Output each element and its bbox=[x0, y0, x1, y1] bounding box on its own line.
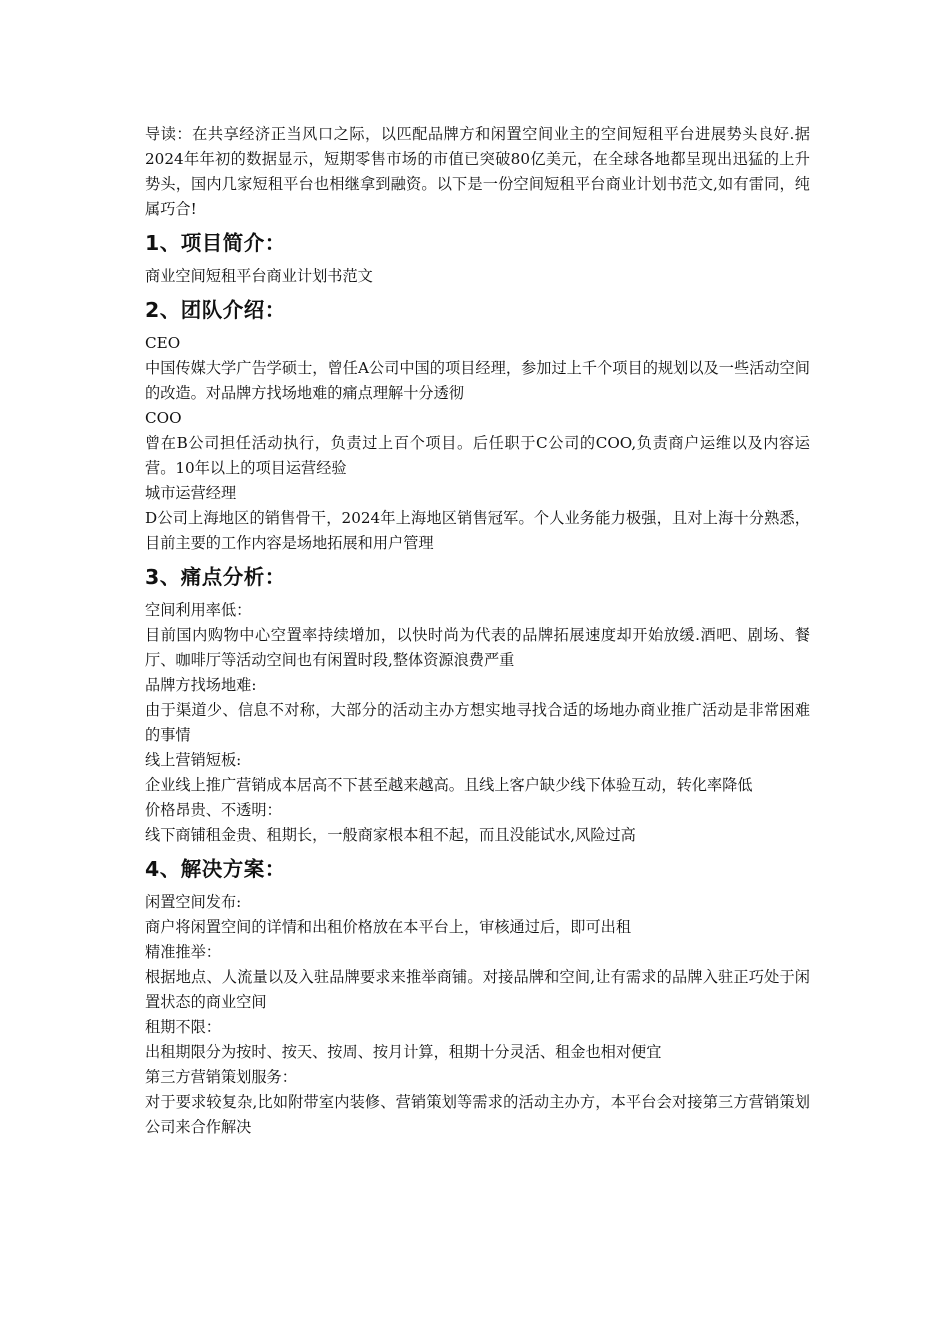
pain-point-title: 品牌方找场地难: bbox=[145, 676, 257, 694]
section-heading-project-intro: 1、项目简介： bbox=[145, 231, 286, 255]
project-intro-text: 商业空间短租平台商业计划书范文 bbox=[145, 267, 373, 285]
section-heading-pain-points: 3、痛点分析： bbox=[145, 565, 286, 589]
solution-title: 闲置空间发布: bbox=[145, 893, 242, 911]
team-desc-ceo: 中国传媒大学广告学硕士，曾任A公司中国的项目经理，参加过上千个项目的规划以及一些活动空间的改造。对品牌方找场地难的痛点理解十分透彻 bbox=[145, 359, 810, 402]
solution-title: 精准推举： bbox=[145, 943, 221, 961]
pain-point-desc: 企业线上推广营销成本居高不下甚至越来越高。且线上客户缺少线下体验互动，转化率降低 bbox=[145, 776, 753, 794]
pain-point-title: 空间利用率低： bbox=[145, 601, 252, 619]
solution-title: 租期不限： bbox=[145, 1018, 221, 1036]
team-desc-coo: 曾在B公司担任活动执行，负责过上百个项目。后任职于C公司的COO,负责商户运维以及内容运营。10年以上的项目运营经验 bbox=[145, 434, 810, 477]
section-heading-solutions: 4、解决方案： bbox=[145, 857, 286, 881]
section-heading-team: 2、团队介绍： bbox=[145, 298, 286, 322]
section-body-solutions bbox=[145, 890, 810, 1140]
section-body-project-intro bbox=[145, 264, 810, 289]
solution-desc: 根据地点、人流量以及入驻品牌要求来推举商铺。对接品牌和空间,让有需求的品牌入驻正巧处于闲置状态的商业空间 bbox=[145, 968, 810, 1011]
team-role-city-manager: 城市运营经理 bbox=[145, 484, 237, 502]
team-role-ceo: CEO bbox=[145, 334, 181, 352]
document-page bbox=[145, 122, 810, 1140]
pain-point-desc: 由于渠道少、信息不对称，大部分的活动主办方想实地寻找合适的场地办商业推广活动是非常困难的事情 bbox=[145, 701, 810, 744]
solution-desc: 对于要求较复杂,比如附带室内装修、营销策划等需求的活动主办方，本平台会对接第三方营销策划公司来合作解决 bbox=[145, 1093, 810, 1136]
intro-paragraph: 导读：在共享经济正当风口之际，以匹配品牌方和闲置空间业主的空间短租平台进展势头良好.据2024年年初的数据显示，短期零售市场的市值已突破80亿美元，在全球各地都呈现出迅猛的上升势头，国内几家短租平台也相继拿到融资。以下是一份空间短租平台商业计划书范文,如有雷同，纯属巧合! bbox=[145, 125, 810, 218]
pain-point-desc: 目前国内购物中心空置率持续增加，以快时尚为代表的品牌拓展速度却开始放缓.酒吧、剧场、餐厅、咖啡厅等活动空间也有闲置时段,整体资源浪费严重 bbox=[145, 626, 810, 669]
pain-point-desc: 线下商铺租金贵、租期长，一般商家根本租不起，而且没能试水,风险过高 bbox=[145, 826, 636, 844]
solution-title: 第三方营销策划服务： bbox=[145, 1068, 297, 1086]
section-body-pain-points bbox=[145, 598, 810, 848]
pain-point-title: 线上营销短板: bbox=[145, 751, 242, 769]
pain-point-title: 价格昂贵、不透明： bbox=[145, 801, 282, 819]
section-body-team bbox=[145, 331, 810, 556]
solution-desc: 商户将闲置空间的详情和出租价格放在本平台上，审核通过后，即可出租 bbox=[145, 918, 631, 936]
team-role-coo: COO bbox=[145, 409, 182, 427]
team-desc-city-manager: D公司上海地区的销售骨干，2024年上海地区销售冠军。个人业务能力极强，且对上海十分熟悉，目前主要的工作内容是场地拓展和用户管理 bbox=[145, 509, 810, 552]
solution-desc: 出租期限分为按时、按天、按周、按月计算，租期十分灵活、租金也相对便宜 bbox=[145, 1043, 662, 1061]
